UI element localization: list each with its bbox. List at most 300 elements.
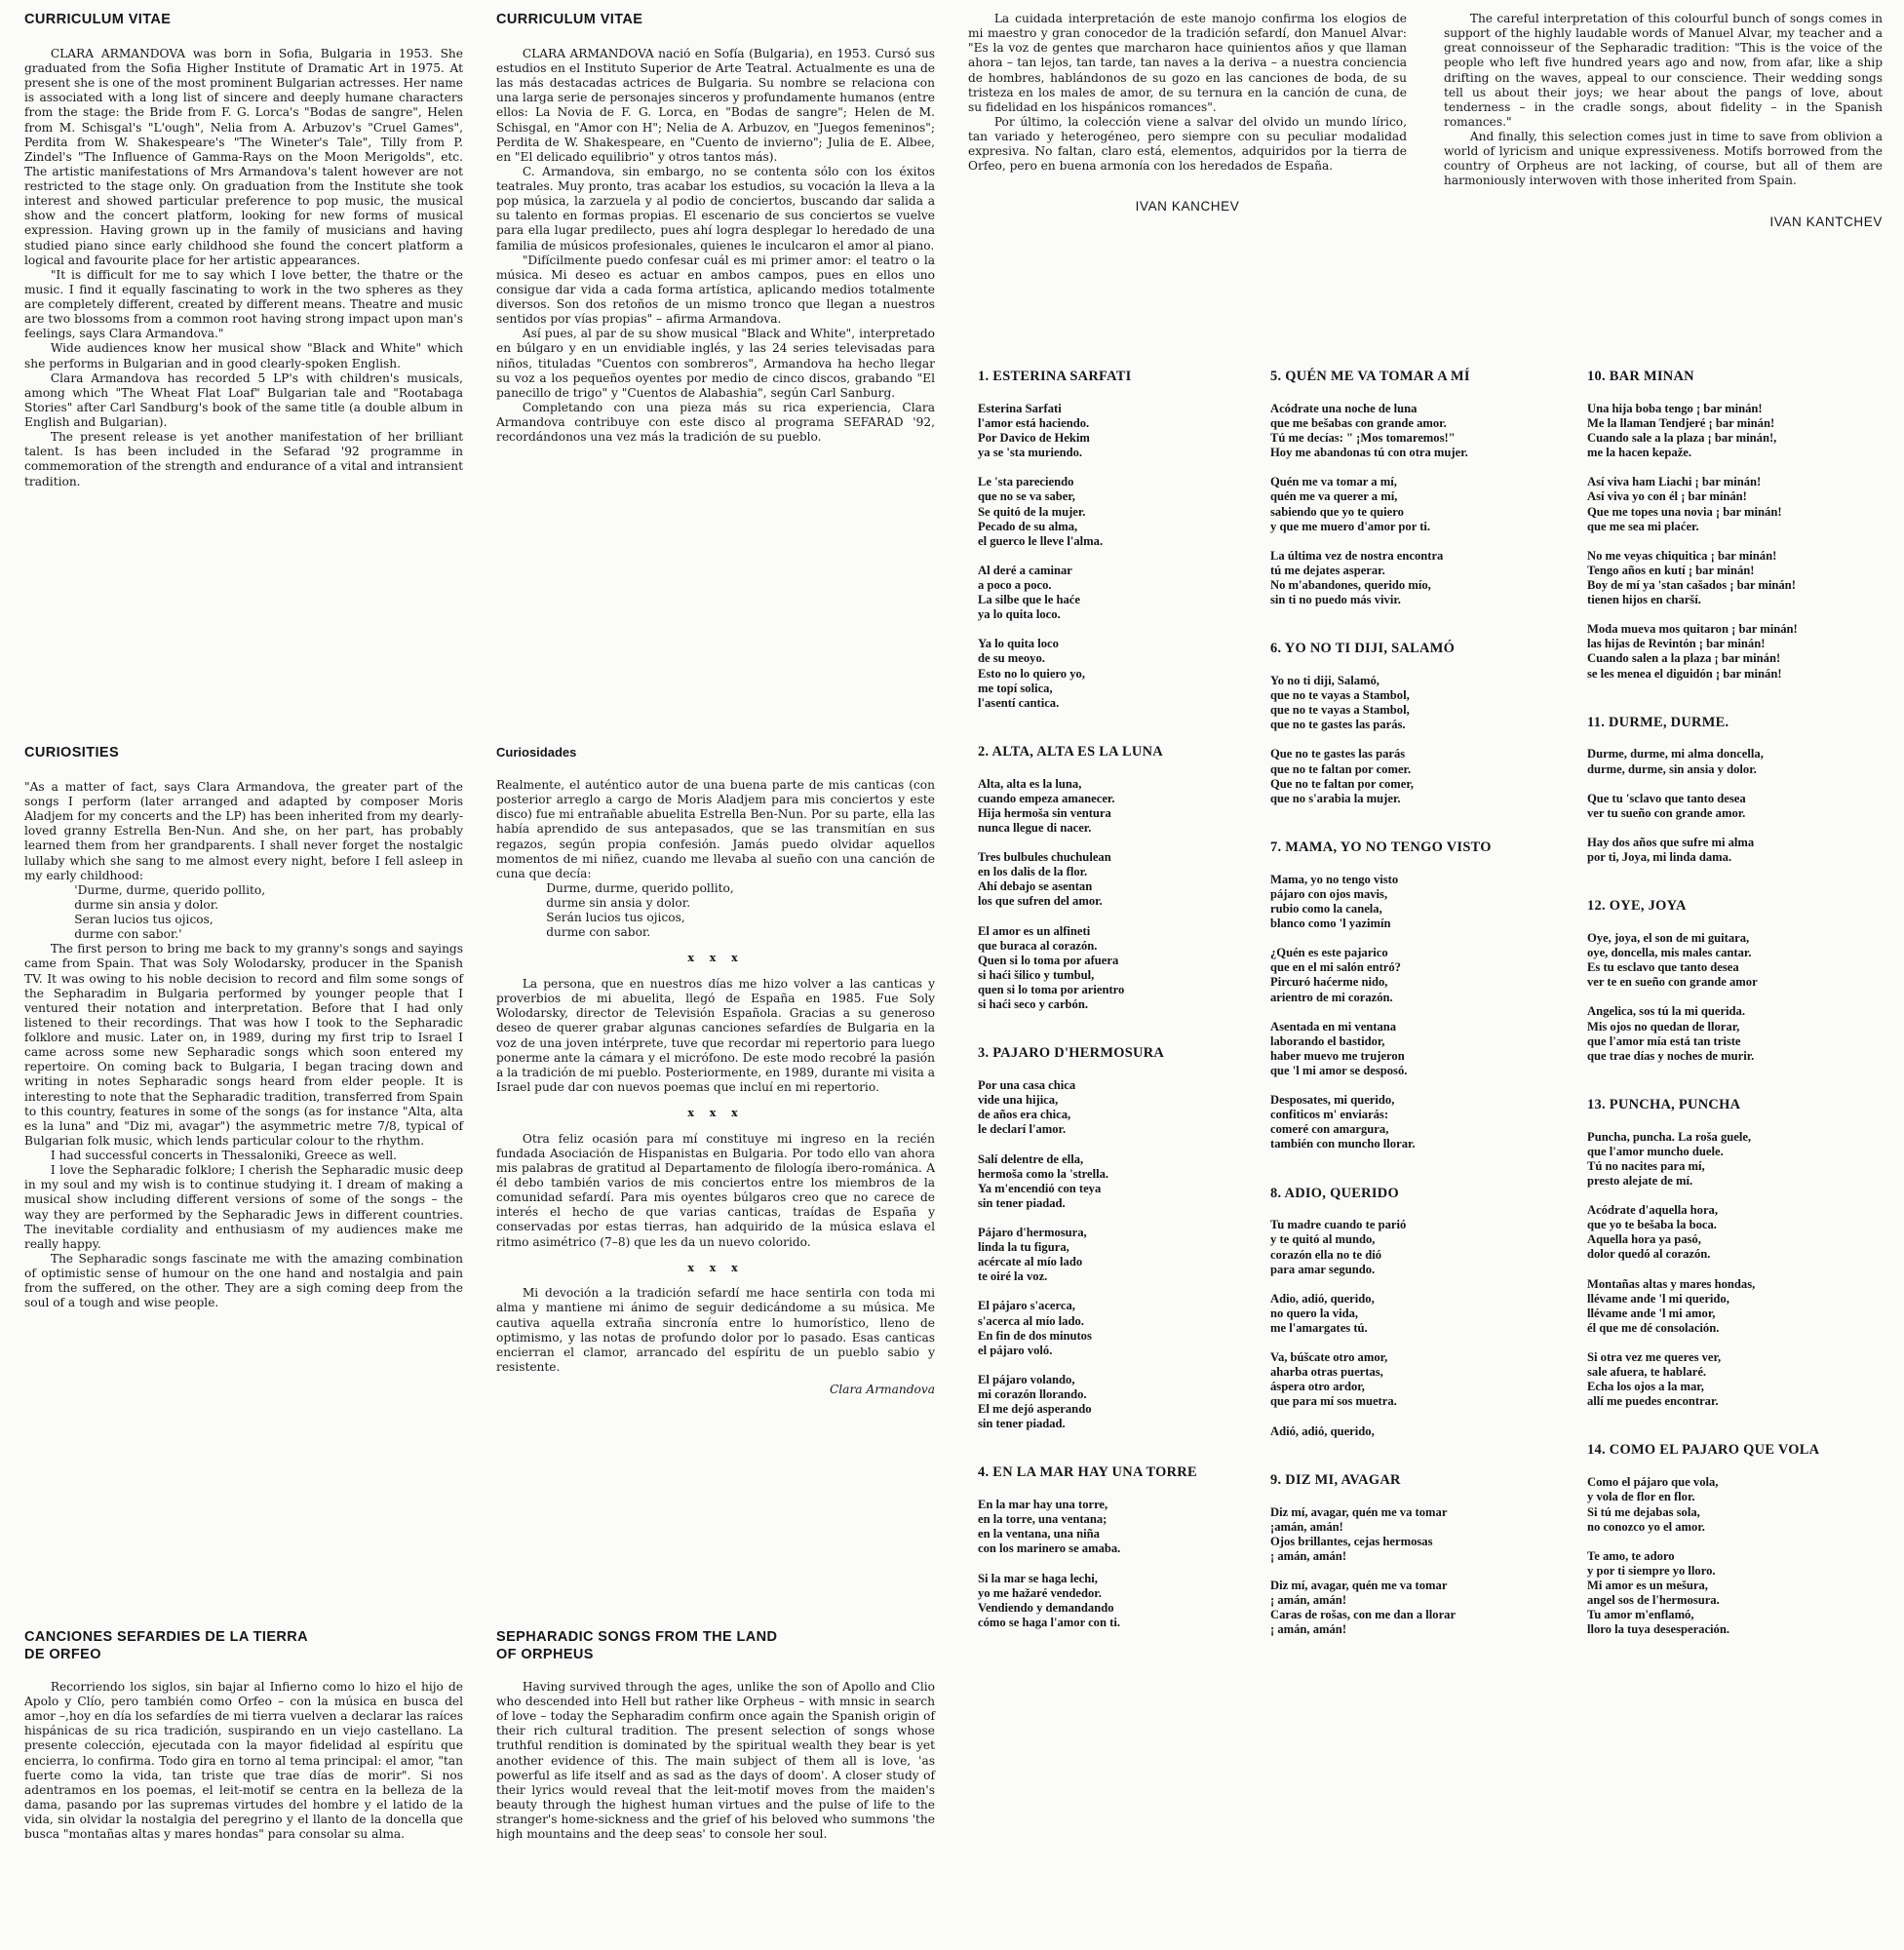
- song-stanza: [978, 1498, 1261, 1556]
- lyric-line: me topí solica,: [978, 681, 1053, 695]
- lyric-line: Adió, adió, querido,: [1270, 1424, 1375, 1438]
- song-stanza: [1587, 747, 1899, 776]
- lyric-line: Durme, durme, mi alma doncella,: [1587, 747, 1764, 761]
- lyric-line: ¡ amán, amán!: [1270, 1593, 1347, 1608]
- lyric-line: No me veyas chiquitica ¡ bar minán!: [1587, 548, 1777, 563]
- lyric-line: el pájaro voló.: [978, 1343, 1053, 1357]
- lyric-line: le declarí l'amor.: [978, 1122, 1067, 1137]
- curiosidades-title: Curiosidades: [496, 745, 577, 760]
- lyric-line: que me bešabas con grande amor.: [1270, 415, 1447, 430]
- lyric-line: por ti, Joya, mi linda dama.: [1587, 850, 1732, 865]
- lyric-line: Pircuró haćerme nido,: [1270, 975, 1388, 990]
- lullaby-es: [496, 881, 935, 941]
- lyric-line: que l'amor mía está tan triste: [1587, 1034, 1741, 1048]
- paragraph: C. Armandova, sin embargo, no se contenta sólo con los éxitos teatrales. Muy pronto, tras acabar los estudios, su vocación la lleva a la pop música, la zarzuela y al podio de conciertos, buscando dar salida a su talento en formas propias. El escenario de sus conciertos se vuelve para ella lugar predilecto, pues ahí logra desplegar lo heredado de una familia de músicos profesionales, quienes le inculcaron el amor al piano.: [496, 164, 935, 253]
- lyric-line: que no s'arabia la mujer.: [1270, 791, 1401, 805]
- lyric-line: las hijas de Revintón ¡ bar minán!: [1587, 637, 1766, 651]
- lyric-line: para amar segundo.: [1270, 1262, 1376, 1276]
- lyric-line: quén me va querer a mí,: [1270, 489, 1398, 504]
- lyric-line: corazón ella no te dió: [1270, 1247, 1382, 1262]
- lyric-line: Tú me decías: " ¡Mos tomaremos!": [1270, 431, 1456, 446]
- lyric-line: Quen si lo toma por afuera: [978, 953, 1119, 967]
- lyric-line: Que no te faltan por comer,: [1270, 776, 1414, 791]
- paragraph: Por último, la colección viene a salvar del olvido un mundo lírico, tan variado y heterogéneo, pero siempre con su peculiar modalidad expresiva. No faltan, claro está, elementos, adquiridos por la tierra de Orfeo, pero en buena armonía con los heredados de España.: [968, 114, 1407, 174]
- lyric-line: Caras de rošas, con me dan a llorar: [1270, 1608, 1457, 1622]
- column-curiosidades-spanish: [496, 745, 935, 1397]
- lyric-line: yo me hažaré vendedor.: [978, 1585, 1102, 1600]
- lyric-line: durme, durme, sin ansia y dolor.: [1587, 761, 1757, 776]
- intro-en-body: [1444, 12, 1883, 189]
- song-stanza: [978, 564, 1261, 622]
- song: [1270, 1186, 1568, 1439]
- lyric-line: El pájaro s'acerca,: [978, 1299, 1075, 1313]
- lyric-line: hermoša como la 'strella.: [978, 1166, 1109, 1181]
- canciones-title-line1: CANCIONES SEFARDIES DE LA TIERRA: [24, 1629, 309, 1645]
- lyric-line: Pecado de su alma,: [978, 519, 1078, 533]
- lullaby-line: Serán lucios tus ojicos,: [546, 911, 685, 925]
- song-stanza: [1587, 622, 1899, 681]
- lyric-line: ¡ amán, amán!: [1270, 1622, 1347, 1637]
- paragraph: "Difícilmente puedo confesar cuál es mi primer amor: el teatro o la música. Mi deseo es actuar en ambos campos, pues en ellos uno consigue dar vida a cada forma artística, aplicando medios totalmente diversos. Son dos retoños de un mismo tronco que llegan a nuestros sentidos por vías propias" – afirma Armandova.: [496, 253, 935, 327]
- cv-en-body: [24, 47, 463, 489]
- sepharadic-title-line2: OF ORPHEUS: [496, 1646, 594, 1662]
- song-title: 9. DIZ MI, AVAGAR: [1270, 1471, 1401, 1488]
- lyric-line: sin ti no puedo más vivir.: [1270, 593, 1401, 607]
- intro-spanish: [968, 12, 1407, 215]
- lyric-line: Así viva yo con él ¡ bar minán!: [1587, 489, 1747, 504]
- lyric-line: sin tener piadad.: [978, 1195, 1066, 1210]
- song-stanza: [978, 777, 1261, 836]
- lyric-line: Diz mí, avagar, quén me va tomar: [1270, 1578, 1448, 1592]
- song-stanza: [1270, 946, 1568, 1004]
- song-stanza: [1587, 549, 1899, 607]
- column-canciones-spanish: [24, 1629, 463, 1842]
- lullaby-line: durme con sabor.': [74, 927, 182, 942]
- cv-en-title: CURRICULUM VITAE: [24, 12, 172, 27]
- lyric-line: Tres bulbules chuchulean: [978, 850, 1111, 865]
- lyric-line: Que tu 'sclavo que tanto desea: [1587, 791, 1746, 805]
- lyric-line: ¡ amán, amán!: [1270, 1548, 1347, 1563]
- lyric-line: el guerco le lleve l'alma.: [978, 533, 1104, 548]
- lyric-line: pájaro con ojos mavis,: [1270, 886, 1388, 901]
- lyric-line: aharba otras puertas,: [1270, 1365, 1383, 1380]
- song-stanza: [978, 924, 1261, 1013]
- lyric-line: quen si lo toma por arientro: [978, 983, 1125, 996]
- lyric-line: y te quitó al mundo,: [1270, 1232, 1376, 1247]
- lyric-line: presto alejate de mí.: [1587, 1174, 1693, 1189]
- lyric-line: Tengo años en kutí ¡ bar minán!: [1587, 563, 1755, 577]
- song-title: 13. PUNCHA, PUNCHA: [1587, 1096, 1741, 1112]
- paragraph: Así pues, al par de su show musical "Black and White", interpretado en búlgaro y en un envidiable inglés, y las 24 series televisadas para niños, tituladas "Cuentos con sombreros", Armandova ha hecho llegar su voz a los pequeños oyentes por medio de cinco discos, grabando "El panecillo de trigo" y "Cuentos de Alabashia", según Carl Sanburg.: [496, 327, 935, 400]
- song-title: 4. EN LA MAR HAY UNA TORRE: [978, 1464, 1197, 1481]
- lyric-line: Ahí debajo se asentan: [978, 879, 1093, 894]
- song-title: 5. QUÉN ME VA TOMAR A MÍ: [1270, 369, 1470, 384]
- lyric-line: Cuando sale a la plaza ¡ bar minán!,: [1587, 431, 1777, 446]
- lyric-line: me la hacen kepaže.: [1587, 446, 1692, 460]
- lyric-line: que 'l mi amor se desposó.: [1270, 1063, 1408, 1077]
- lyric-line: Oye, joya, el son de mi guitara,: [1587, 930, 1750, 945]
- lyric-line: que buraca al corazón.: [978, 938, 1098, 953]
- lyric-line: laborando el bastidor,: [1270, 1034, 1385, 1048]
- lyric-line: si haći šilico y tumbul,: [978, 967, 1095, 982]
- lyric-line: La última vez de nostra encontra: [1270, 548, 1444, 563]
- lyric-line: Hija hermoša sin ventura: [978, 805, 1111, 820]
- song-title: 10. BAR MINAN: [1587, 369, 1694, 384]
- lyric-line: y vola de flor en flor.: [1587, 1490, 1695, 1504]
- lyric-line: llévame ande 'l mi querido,: [1587, 1291, 1729, 1306]
- paragraph: I had successful concerts in Thessaloniki, Greece as well.: [50, 1149, 398, 1163]
- lullaby-en: [24, 883, 463, 943]
- lyric-line: Acódrate una noche de luna: [1270, 401, 1418, 415]
- lyric-line: lloro la tuya desesperación.: [1587, 1622, 1729, 1637]
- lyric-line: te oiré la voz.: [978, 1269, 1048, 1284]
- lyric-line: En fin de dos minutos: [978, 1328, 1092, 1343]
- lyric-line: Boy de mí ya 'stan cašados ¡ bar minán!: [1587, 577, 1796, 592]
- paragraph: I love the Sepharadic folklore; I cherish the Sepharadic music deep in my soul and my wish is to continue studying it. I dream of making a musical show including different versions of some of the songs – the way they are performed by the Sepharadic Jews in different countries. The inevitable cordiality and enthusiasm of my audiences make me really happy.: [24, 1163, 463, 1251]
- paragraph: The first person to bring me back to my granny's songs and sayings came from Spain. That was Soly Wolodarsky, producer in the Spanish TV. It was owing to his noble decision to record and film some songs of the Sepharadim in Bulgaria performed by younger people that I ventured their notation and interpretation. Before that I had only listened to their recordings. That was how I took to the Sepharadic folklore and music. Later on, in 1989, during my first trip to Israel I came across some new Sepharadic songs which soon entered my repertoire. On coming back to Bulgaria, I began tracing down and writing in notes Sepharadic songs heard from elder people. It is interesting to note that the Sepharadic tradition, transferred from Spain to this country, features in some of the songs (as for instance "Alta, alta es la luna" and "Diz mi, avagar") the asymmetric metre 7/8, typical of Bulgarian folk music, which lends particular colour to the rhythm.: [24, 942, 463, 1148]
- song-stanza: [978, 1572, 1261, 1630]
- paragraph: Completando con una pieza más su rica experiencia, Clara Armandova contribuye con este disco al programa SEFARAD '92, recordándonos una vez más la tradición de su pueblo.: [496, 400, 935, 445]
- lyric-line: con los marinero se amaba.: [978, 1541, 1121, 1556]
- lyric-line: que para mí sos muetra.: [1270, 1394, 1397, 1409]
- curiosidades-intro: Realmente, el auténtico autor de una buena parte de mis canticas (con posterior arreglo a cargo de Moris Aladjem para mis conciertos y este disco) fue mi entrañable abuelita Estrella Ben-Nun. Por su parte, ella las había aprendido de sus antepasados, que se las transmitían en sus regazos, según propia confesión. Jamás puedo olvidar aquellos momentos de mi niñez, cuando me llevaba al sueño con una canción de cuna que decía:: [496, 778, 935, 880]
- lyric-line: mi corazón llorando.: [978, 1386, 1087, 1401]
- lyric-line: en los dalis de la flor.: [978, 865, 1088, 879]
- song-stanza: [978, 1226, 1261, 1284]
- lyric-line: vide una hijica,: [978, 1093, 1059, 1108]
- song-stanza: [1270, 1020, 1568, 1078]
- lyric-line: también con muncho llorar.: [1270, 1137, 1416, 1151]
- lyric-line: él que me dé consolación.: [1587, 1320, 1720, 1335]
- song-stanza: [978, 850, 1261, 909]
- song-stanza: [1270, 1350, 1568, 1409]
- lyric-line: y por ti siempre yo lloro.: [1587, 1563, 1716, 1578]
- paragraph: The Sepharadic songs fascinate me with the amazing combination of optimistic sense of humour on the one hand and nostalgia and pain from the suffered, on the other. They are a sigh coming deep from the soul of a tough and wise people.: [24, 1251, 463, 1310]
- lyric-line: El me dejó asperando: [978, 1402, 1092, 1417]
- song-title: 11. DURME, DURME.: [1587, 714, 1729, 730]
- lyric-line: arientro de mi corazón.: [1270, 990, 1393, 1004]
- song-stanza: [1587, 1004, 1899, 1063]
- lyric-line: La silbe que le haće: [978, 593, 1080, 607]
- song: [1270, 641, 1568, 806]
- song-title: 14. COMO EL PAJARO QUE VOLA: [1587, 1442, 1820, 1459]
- lyric-line: ¡amán, amán!: [1270, 1519, 1343, 1534]
- song: [1587, 1097, 1899, 1410]
- song: [978, 369, 1261, 711]
- lyric-line: Se quitó de la mujer.: [978, 504, 1086, 519]
- column-curiosities-english: [24, 745, 463, 1310]
- lyric-line: Cuando salen a la plaza ¡ bar minán!: [1587, 651, 1781, 666]
- lyric-line: Aquella hora ya pasó,: [1587, 1232, 1701, 1247]
- lyric-line: Acódrate d'aquella hora,: [1587, 1203, 1718, 1218]
- lyric-line: Mis ojos no quedan de llorar,: [1587, 1019, 1740, 1034]
- lullaby-line: Seran lucios tus ojicos,: [74, 913, 214, 927]
- lyric-line: tienen hijos en charší.: [1587, 593, 1701, 607]
- lyric-line: Vendiendo y demandando: [978, 1600, 1114, 1615]
- song-stanza: [978, 637, 1261, 711]
- lyric-line: Ojos brillantes, cejas hermosas: [1270, 1534, 1433, 1548]
- song-title: 8. ADIO, QUERIDO: [1270, 1185, 1399, 1201]
- lyric-line: Echa los ojos a la mar,: [1587, 1380, 1704, 1394]
- lyric-line: En la mar hay una torre,: [978, 1498, 1108, 1512]
- song: [1587, 715, 1899, 866]
- lyric-line: en la ventana, una niña: [978, 1527, 1100, 1541]
- curiosities-en-intro: "As a matter of fact, says Clara Armandova, the greater part of the songs I perform (later arranged and adapted by composer Moris Aladjem for my concerts and the LP) has been inherited from my dearly-loved granny Estrella Ben-Nun. And she, on her part, has probably learned them from her grandparents. I shall never forget the nostalgic lullaby which she sang to me almost every night, before I fell asleep in my early childhood:: [24, 779, 463, 882]
- paragraph: "It is difficult for me to say which I love better, the thatre or the music. I find it equally fascinating to work in the two spheres as they are completely different, created by different means. Theatre and music are two blossoms from a common root having strong impact upon man's feelings, says Clara Armandova.": [24, 267, 463, 341]
- song-stanza: [1270, 1505, 1568, 1564]
- song-stanza: [978, 1373, 1261, 1431]
- paragraph: La cuidada interpretación de este manojo confirma los elogios de mi maestro y gran conocedor de la tradición sefardí, don Manuel Alvar: "Es la voz de gentes que marcharon hace quinientos años y que llaman ahora – tan lejos, tan tarde, tan naves a la deriva – a nuestra conciencia de hombres, hablándonos de su gozo en las canciones de boda, de su tristeza en los males de amor, de su ternura en la canción de cuna, de su fidelidad en los hispánicos romances".: [968, 12, 1407, 114]
- song: [978, 1464, 1261, 1630]
- lyric-line: angel sos de l'hermosura.: [1587, 1593, 1720, 1608]
- paragraph: CLARA ARMANDOVA was born in Sofia, Bulgaria in 1953. She graduated from the Sofia Higher Institute of Dramatic Art in 1975. At present she is one of the most prominent Bulgarian actresses. Her name is associated with a long list of sincere and deeply humane characters from the stage: the Bride from F. G. Lorca's "Bodas de sangre", Helen from M. Schisgal's "L'ough", Nelia from A. Arbuzov's "Cruel Games", Perdita from W. Shakespeare's "The Wineter's Tale", Tilly from P. Zindel's "The Influence of Gamma-Rays on the Moon Merigolds", etc. The artistic manifestations of Mrs Armandova's talent however are not restricted to the stage only. On graduation from the Institute she took interest and showed particular preference to pop music, the musical show and the concert platform, looking for new forms of musical expression. Having grown up in the family of musicians and having studied piano since early childhood she found the concert platform a logical and favourite place for her artistic appearances.: [24, 46, 463, 267]
- lyric-line: si haći seco y carbón.: [978, 997, 1088, 1012]
- lullaby-line: durme con sabor.: [546, 925, 651, 940]
- lyric-line: haber muevo me trujeron: [1270, 1048, 1405, 1063]
- lyric-line: Esterina Sarfati: [978, 401, 1062, 415]
- songs-column-3: [1587, 369, 1899, 1670]
- song: [1587, 898, 1899, 1064]
- lyric-line: Es tu esclavo que tanto desea: [1587, 960, 1739, 975]
- song-stanza: [1587, 931, 1899, 990]
- lyric-line: ver tu sueño con grande amor.: [1587, 805, 1746, 820]
- song-stanza: [1587, 402, 1899, 460]
- lullaby-line: durme sin ansia y dolor.: [74, 897, 219, 912]
- lyric-line: Te amo, te adoro: [1587, 1548, 1675, 1563]
- lullaby-line: Durme, durme, querido pollito,: [546, 880, 734, 895]
- songs-list-1: [978, 369, 1261, 1630]
- cv-es-title: CURRICULUM VITAE: [496, 12, 643, 27]
- column-cv-english: [24, 12, 463, 489]
- lyric-line: Una hija boba tengo ¡ bar minán!: [1587, 401, 1763, 415]
- lyric-line: Ya lo quita loco: [978, 637, 1059, 651]
- song-stanza: [1270, 1093, 1568, 1151]
- lyric-line: blanco como 'l yazimín: [1270, 916, 1391, 931]
- lyric-line: Así viva ham Liachi ¡ bar minán!: [1587, 475, 1762, 489]
- lyric-line: que me sea mi plaćer.: [1587, 519, 1699, 533]
- songs-list-2: [1270, 369, 1568, 1637]
- lyric-line: rubio como la canela,: [1270, 901, 1382, 916]
- lyric-line: sin tener piadad.: [978, 1417, 1066, 1431]
- song-title: 12. OYE, JOYA: [1587, 898, 1687, 915]
- song: [978, 744, 1261, 1012]
- paragraph: And finally, this selection comes just in time to save from oblivion a world of lyricism and unique expressiveness. Motifs borrowed from the country of Orpheus are not lacking, of course, but all of them are harmoniously interwoven with those inherited from Spain.: [1444, 130, 1883, 188]
- song-title: 2. ALTA, ALTA ES LA LUNA: [978, 743, 1163, 760]
- lyric-line: Asentada en mi ventana: [1270, 1019, 1397, 1034]
- lyric-line: l'amor está haciendo.: [978, 415, 1090, 430]
- curiosidades-p4: Mi devoción a la tradición sefardí me hace sentirla con toda mi alma y mantiene mi ánimo de seguir dedicándome a su música. Me cautiva aquella extraña sincronía entre lo humorístico, lleno de optimismo, y las notas de profundo dolor por lo pasado. Esas canticas encierran el clamor, arrancado del espíritu de un pueblo sabio y resistente.: [496, 1286, 935, 1374]
- song-stanza: [978, 1152, 1261, 1211]
- lyric-line: me l'amargates tú.: [1270, 1321, 1368, 1336]
- column-cv-spanish: [496, 12, 935, 445]
- song-stanza: [1587, 475, 1899, 533]
- lyric-line: allí me puedes encontrar.: [1587, 1394, 1719, 1409]
- lyric-line: que trae días y noches de murir.: [1587, 1048, 1755, 1063]
- song-title: 1. ESTERINA SARFATI: [978, 369, 1132, 384]
- song-stanza: [1270, 1424, 1568, 1439]
- lyric-line: El amor es un alfineti: [978, 923, 1091, 938]
- lyric-line: Diz mí, avagar, quén me va tomar: [1270, 1504, 1448, 1519]
- song-title: 7. MAMA, YO NO TENGO VISTO: [1270, 838, 1492, 855]
- lyric-line: que en el mi salón entró?: [1270, 960, 1401, 975]
- song: [1587, 369, 1899, 682]
- lyric-line: Angelica, sos tú la mi querida.: [1587, 1004, 1745, 1019]
- lyric-line: no conozco yo el amor.: [1587, 1519, 1705, 1534]
- paragraph: Clara Armandova has recorded 5 LP's with children's musicals, among which "The Wheat Flat Loaf" Bulgarian tale and "Rootabaga Stories" after Carl Sandburg's book of the same title (a double album in English and Bulgarian).: [24, 370, 463, 430]
- song-stanza: [1587, 1203, 1899, 1262]
- lyric-line: y que me muero d'amor por ti.: [1270, 519, 1431, 533]
- song-stanza: [1270, 674, 1568, 732]
- separator-1: x x x: [687, 952, 744, 965]
- lyric-line: Si tú me dejabas sola,: [1587, 1504, 1700, 1519]
- lyric-line: de su meoyo.: [978, 651, 1045, 666]
- song-title: 6. YO NO TI DIJI, SALAMÓ: [1270, 641, 1456, 657]
- lyric-line: Adio, adió, querido,: [1270, 1291, 1375, 1306]
- song: [1270, 839, 1568, 1152]
- lyric-line: que l'amor muncho duele.: [1587, 1144, 1724, 1158]
- intro-en-signature: IVAN KANTCHEV: [1769, 214, 1883, 229]
- lyric-line: Montañas altas y mares hondas,: [1587, 1276, 1756, 1291]
- lyric-line: ya se 'sta muriendo.: [978, 446, 1083, 460]
- lyric-line: Que no te gastes las parás: [1270, 747, 1406, 761]
- curiosidades-signature: Clara Armandova: [829, 1383, 935, 1397]
- curiosities-en-body: [24, 942, 463, 1310]
- lyric-line: de años era chica,: [978, 1108, 1071, 1122]
- song-stanza: [1270, 402, 1568, 460]
- song-stanza: [1270, 1218, 1568, 1276]
- lullaby-line: 'Durme, durme, querido pollito,: [74, 882, 266, 897]
- lyric-line: ver te en sueño con grande amor: [1587, 975, 1758, 990]
- lyric-line: Hoy me abandonas tú con otra mujer.: [1270, 446, 1468, 460]
- sepharadic-title: [496, 1629, 935, 1664]
- song-stanza: [1270, 873, 1568, 931]
- canciones-title-line2: DE ORFEO: [24, 1646, 101, 1662]
- lullaby-line: durme sin ansia y dolor.: [546, 896, 691, 911]
- lyric-line: a poco a poco.: [978, 577, 1052, 592]
- lyric-line: Tu madre cuando te parió: [1270, 1218, 1407, 1232]
- lyric-line: llévame ande 'l mi amor,: [1587, 1306, 1716, 1320]
- canciones-title: [24, 1629, 463, 1664]
- lyric-line: acércate al mío lado: [978, 1255, 1083, 1269]
- lyric-line: Por Davico de Hekim: [978, 431, 1090, 446]
- curiosidades-p2: La persona, que en nuestros días me hizo volver a las canticas y proverbios de mi abuelita, llegó de España en 1985. Fue Soly Wolodarsky, director de Televisión Española. Gracias a su generoso deseo de querer grabar algunas canciones sefardíes de Bulgaria en la voz de una joven intérprete, tuve que recordar mi repertorio para luego ponerme ante la cámara y el micrófono. De este modo recobré la pasión a la tradición de mi pueblo. Posteriormente, en 1989, durante mi visita a Israel pude dar con nuevos poemas que incluí en mi repertorio.: [496, 977, 935, 1094]
- lyric-line: nunca llegue di nacer.: [978, 821, 1092, 836]
- lyric-line: Que me topes una novia ¡ bar minán!: [1587, 504, 1782, 519]
- intro-es-signature: IVAN KANCHEV: [1135, 199, 1240, 214]
- song: [978, 1045, 1261, 1431]
- lyric-line: Hay dos años que sufre mi alma: [1587, 835, 1755, 849]
- lyric-line: que no te faltan por comer.: [1270, 761, 1412, 776]
- paragraph: The present release is yet another manifestation of her brilliant talent. Is has been included in the Sefarad '92 programme in commemoration of the strength and endurance of a vital and intransient tradition.: [24, 430, 463, 488]
- lyric-line: Me la llaman Tendjeré ¡ bar minán!: [1587, 415, 1775, 430]
- lyric-line: Ya m'encendió con teya: [978, 1181, 1102, 1195]
- paragraph: The careful interpretation of this colourful bunch of songs comes in support of the highly laudable words of Manuel Alvar, my teacher and a great connoisseur of the Sepharadic tradition: "This is the voice of the people who left five hundred years ago and now, from afar, like a ship drifting on the waves, appeal to our conscience. Their wedding songs tell us about their joys; we hear about the pangs of love, about tenderness – in the cradle songs, about fidelity – in the Spanish romances.": [1444, 12, 1883, 129]
- lyric-line: Pájaro d'hermosura,: [978, 1225, 1087, 1239]
- lyric-line: cómo se haga l'amor con ti.: [978, 1615, 1120, 1629]
- song: [1587, 1442, 1899, 1637]
- lyric-line: Alta, alta es la luna,: [978, 776, 1082, 791]
- lyric-line: Va, búšcate otro amor,: [1270, 1350, 1388, 1365]
- lyric-line: Desposates, mi querido,: [1270, 1093, 1395, 1108]
- lyric-line: que no te vayas a Stambol,: [1270, 688, 1410, 703]
- lyric-line: los que sufren del amor.: [978, 894, 1103, 909]
- lyric-line: Moda mueva mos quitaron ¡ bar minán!: [1587, 622, 1798, 637]
- song-stanza: [1587, 1350, 1899, 1409]
- song-stanza: [1587, 1130, 1899, 1189]
- song-stanza: [1270, 1292, 1568, 1336]
- paragraph: CLARA ARMANDOVA nació en Sofía (Bulgaria), en 1953. Cursó sus estudios en el Instituto Superior de Arte Teatral. Actualmente es una de las más destacadas actrices de Bulgaria. Su nombre se relaciona con una larga serie de personajes sinceros y profundamente humanos (entre ellos: La Novia de F. G. Lorca, en "Bodas de sangre"; Helen de M. Schisgal, en "Amor con H"; Nelia de A. Arbuzov, en "Juegos femeninos"; Perdita de W. Shakespeare, en "Cuento de invierno"; Julia de E. Albee, en "El delicado equilibrio" y otros tantos más).: [496, 46, 935, 164]
- lyric-line: comeré con amargura,: [1270, 1122, 1389, 1137]
- lyric-line: Yo no ti diji, Salamó,: [1270, 674, 1379, 688]
- lyric-line: Mi amor es un mešura,: [1587, 1578, 1708, 1592]
- intro-english: [1444, 12, 1883, 230]
- lyric-line: oye, doncella, mis males cantar.: [1587, 946, 1752, 960]
- song-stanza: [1270, 1579, 1568, 1637]
- lyric-line: en la torre, una ventana;: [978, 1512, 1107, 1527]
- lyric-line: Tú no nacites para mí,: [1587, 1158, 1705, 1173]
- lyric-line: linda la tu figura,: [978, 1240, 1069, 1255]
- lyric-line: tú me dejates asperar.: [1270, 563, 1385, 577]
- lyric-line: No m'abandones, querido mío,: [1270, 577, 1431, 592]
- song-stanza: [978, 402, 1261, 460]
- lyric-line: no quero la vida,: [1270, 1306, 1359, 1320]
- paragraph: Recorriendo los siglos, sin bajar al Infierno como lo hizo el hijo de Apolo y Clío, pero también como Orfeo – con la música en busca del amor –,hoy en día los sefardíes de mi tierra vuelven a declarar las raíces hispánicas de su rica tradición, suspirando en un viejo castellano. La presente colección, ejecutada con la mayor fidelidad al espíritu que encierra, lo confirma. Todo gira en torno al tema principal: el amor, "tan fuerte como la vida, tan triste que trae días de morir". Si nos adentramos en los poemas, el leit-motif se centra en la belleza de la dama, pasando por las supremas virtudes del hombre y el latido de la vida, sin olvidar la nostalgia del peregrino y el llanto de la doncella que busca "montañas altas y mares hondas" para consolar su alma.: [24, 1679, 463, 1842]
- lyric-line: Por una casa chica: [978, 1078, 1076, 1093]
- lyric-line: que no se va saber,: [978, 489, 1075, 504]
- column-sepharadic-english: [496, 1629, 935, 1842]
- paragraph: Having survived through the ages, unlike the son of Apollo and Clio who descended into Hell but rather like Orpheus – with mnsic in search of love – today the Sepharadim confirm once again the Spanish origin of their rich cultural tradition. The present selection of songs whose truthful rendition is dominated by the spiritual wealth they bear is yet another evidence of this. The main subject of them all is love, 'as powerful as life itself and as sad as the days of doom'. A closer study of their lyrics would reveal that the leit-motif moves from the maiden's beauty through the highest human virtues and the pulse of life to the stranger's home-sickness and the grief of his beloved who summons 'the high mountains and the deep seas' to console her soul.: [496, 1679, 935, 1842]
- lyric-line: Si otra vez me queres ver,: [1587, 1350, 1722, 1365]
- lyric-line: Quén me va tomar a mí,: [1270, 475, 1397, 489]
- lyric-line: Esto no lo quiero yo,: [978, 666, 1085, 681]
- song: [1270, 369, 1568, 607]
- song-title: 3. PAJARO D'HERMOSURA: [978, 1045, 1165, 1062]
- lyric-line: que yo te bešaba la boca.: [1587, 1218, 1717, 1232]
- lyric-line: Si la mar se haga lechi,: [978, 1571, 1098, 1585]
- lyric-line: Mama, yo no tengo visto: [1270, 872, 1399, 886]
- lyric-line: ¿Quén es este pajarico: [1270, 946, 1388, 960]
- curiosities-en-title: CURIOSITIES: [24, 745, 120, 760]
- song-stanza: [1587, 836, 1899, 865]
- song-stanza: [1270, 475, 1568, 533]
- lyric-line: Salí delentre de ella,: [978, 1151, 1084, 1166]
- lyric-line: Como el pájaro que vola,: [1587, 1475, 1719, 1490]
- lyric-line: sabiendo que yo te quiero: [1270, 504, 1404, 519]
- lyric-line: ya lo quita loco.: [978, 607, 1061, 622]
- song: [1270, 1472, 1568, 1638]
- lyric-line: dolor quedó al corazón.: [1587, 1247, 1711, 1262]
- separator-2: x x x: [687, 1107, 744, 1120]
- lyric-line: Le 'sta pareciendo: [978, 475, 1074, 489]
- lyric-line: áspera otro ardor,: [1270, 1380, 1365, 1394]
- lyric-line: que no te gastes las parás.: [1270, 718, 1406, 732]
- separator-3: x x x: [687, 1261, 744, 1274]
- sepharadic-title-line1: SEPHARADIC SONGS FROM THE LAND: [496, 1629, 778, 1645]
- lyric-line: El pájaro volando,: [978, 1372, 1075, 1386]
- song-stanza: [1270, 549, 1568, 607]
- song-stanza: [978, 1078, 1261, 1137]
- song-stanza: [978, 1299, 1261, 1357]
- intro-es-body: [968, 12, 1407, 174]
- song-stanza: [978, 475, 1261, 549]
- lyric-line: l'asentí cantica.: [978, 695, 1060, 710]
- song-stanza: [1270, 747, 1568, 805]
- lyric-line: Tu amor m'enflamó,: [1587, 1608, 1694, 1622]
- songs-column-2: [1270, 369, 1568, 1670]
- sepharadic-body: [496, 1680, 935, 1842]
- lyric-line: sale afuera, te hablaré.: [1587, 1365, 1707, 1380]
- lyric-line: cuando empeza amanecer.: [978, 791, 1115, 805]
